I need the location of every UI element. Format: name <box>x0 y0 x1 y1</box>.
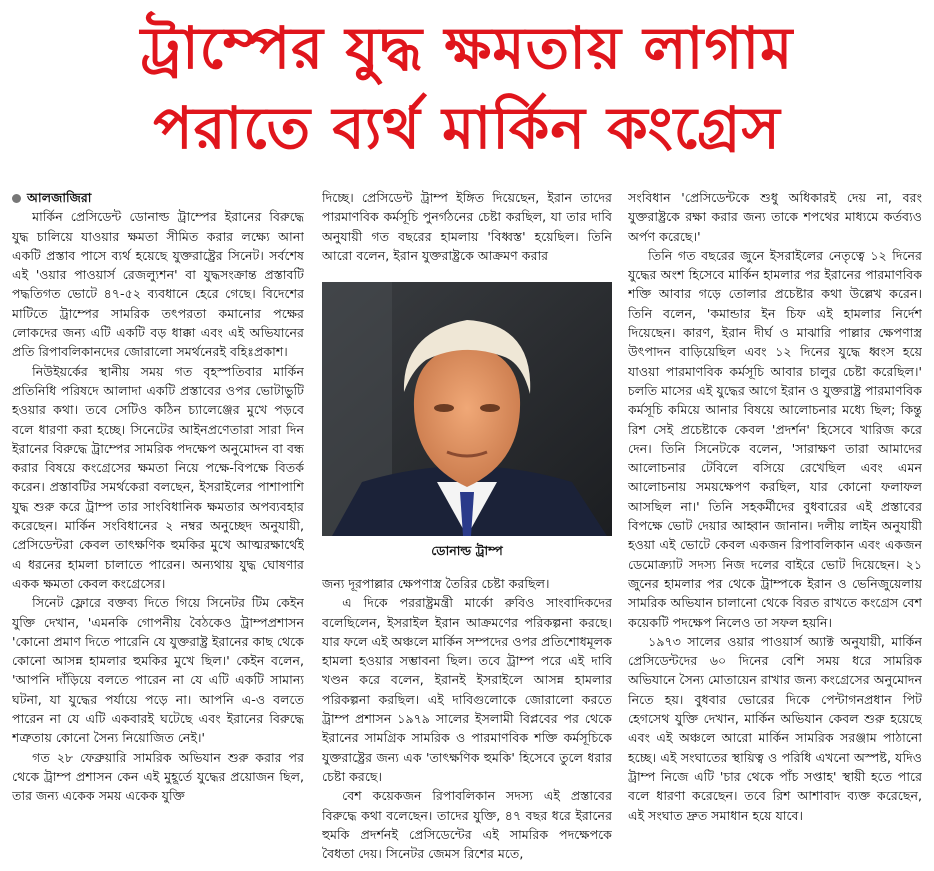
paragraph: দিচ্ছে। প্রেসিডেন্ট ট্রাম্প ইঙ্গিত দিয়েছেন, ইরান তাদের পারমাণবিক কর্মসূচি পুনর্গঠনের চেষ্টা করছিল, যা তার দাবি অনুযায়ী গত বছরের হামলায় 'বিধ্বস্ত' হয়েছিল। তিনি আরো বলেন, ইরান যুক্তরাষ্ট্রকে আক্রমণ করার <box>322 190 612 263</box>
article-column-3 <box>628 188 922 866</box>
photo-caption: ডোনাল্ড ট্রাম্প <box>431 543 503 558</box>
portrait-image <box>322 282 612 536</box>
trump-photo <box>322 282 612 536</box>
paragraph: তিনি গত বছরের জুনে ইসরাইলের নেতৃত্বে ১২ দিনের যুদ্ধের অংশ হিসেবে মার্কিন হামলার পর ইরানের পারমাণবিক শক্তি আবার গড়ে তোলার প্রচেষ্টার কথা উল্লেখ করেন। তিনি বলেন, 'কমান্ডার ইন চিফ এই হামলার নির্দেশ দিয়েছেন। কারণ, ইরান দীর্ঘ ও মাঝারি পাল্লার ক্ষেপণাস্ত্র উৎপাদন বাড়িয়েছিল এবং ১২ দিনের যুদ্ধে ধ্বংস হয়ে যাওয়া পারমাণবিক কর্মসূচি আবার চালুর চেষ্টা করেছিল।' চলতি মাসের এই যুদ্ধের আগে ইরান ও যুক্তরাষ্ট্র পারমাণবিক কর্মসূচি কমিয়ে আনার বিষয়ে আলোচনার মধ্যে ছিল; কিন্তু রিশ সেই প্রচেষ্টাকে কেবল 'প্রদর্শন' হিসেবে খারিজ করে দেন। তিনি সিনেটকে বলেন, 'সারাক্ষণ তারা আমাদের আলোচনার টেবিলে বসিয়ে রেখেছিল এবং এমন আলোচনায় সময়ক্ষেপণ করছিল, যার কোনো ফলাফল আসছিল না।' তিনি সহকর্মীদের বুধবারের এই প্রস্তাবের বিপক্ষে ভোট দেয়ার আহ্বান জানান। দলীয় লাইন অনুযায়ী হওয়া এই ভোটে কেবল একজন রিপাবলিকান এবং একজন ডেমোক্র্যাট সদস্য নিজ দলের বাইরে ভোট দিয়েছেন। ২১ জুনের হামলার পর থেকে ট্রাম্পকে ইরান ও ভেনিজুয়েলায় সামরিক অভিযান চালানো থেকে বিরত রাখতে কংগ্রেস বেশ কয়েকটি পদক্ষেপ নিলেও তা সফল হয়নি। <box>628 247 922 630</box>
article-column-2-bottom <box>322 574 612 866</box>
paragraph: সিনেট ফ্লোরে বক্তব্য দিতে গিয়ে সিনেটর টিম কেইন যুক্তি দেখান, 'এমনকি গোপনীয় বৈঠকেও ট্রাম্পপ্রশাসন 'কোনো প্রমাণ দিতে পারেনি যে যুক্তরাষ্ট্র ইরানের কাছ থেকে কোনো আসন্ন হামলার হুমকির মুখে ছিল।' কেইন বলেন, 'আপনি দাঁড়িয়ে বলতে পারেন না যে এটি একটি সামান্য ঘটনা, যা যুদ্ধের পর্যায়ে পড়ে না। আপনি এ-ও বলতে পারেন না যে এটি একবারই ঘটেছে এবং ইরানের বিরুদ্ধে শত্রুতায় কোনো সৈন্য নিয়োজিত নেই।' <box>12 595 304 746</box>
paragraph: এ দিকে পররাষ্ট্রমন্ত্রী মার্কো রুবিও সাংবাদিকদের বলেছিলেন, ইসরাইল ইরান আক্রমণের পরিকল্পনা করছে। যার ফলে এই অঞ্চলে মার্কিন সম্পদের ওপর প্রতিশোধমূলক হামলা হওয়ার সম্ভাবনা ছিল। তবে ট্রাম্প পরে এই দাবি খণ্ডন করে বলেন, ইরানই ইসরাইলে আসন্ন হামলার পরিকল্পনা করছিল। এই দাবিগুলোকে জোরালো করতে ট্রাম্প প্রশাসন ১৯৭৯ সালের ইসলামী বিপ্লবের পর থেকে ইরানের সামগ্রিক সামরিক ও পারমাণবিক শক্তি কর্মসূচিকে যুক্তরাষ্ট্রের জন্য এক 'তাৎক্ষণিক হুমকি' হিসেবে তুলে ধরার চেষ্টা করছে। <box>322 595 612 784</box>
paragraph: সংবিধান 'প্রেসিডেন্টকে শুধু অধিকারই দেয় না, বরং যুক্তরাষ্ট্রকে রক্ষা করার জন্য তাকে শপথের মাধ্যমে কর্তব্যও অর্পণ করেছে।' <box>628 190 922 244</box>
article-column-2-top <box>322 188 612 272</box>
headline-line-1: ট্রাম্পের যুদ্ধ ক্ষমতায় লাগাম <box>140 14 794 82</box>
headline <box>0 8 934 176</box>
headline-line-2: পরাতে ব্যর্থ মার্কিন কংগ্রেস <box>153 94 781 162</box>
paragraph: গত ২৮ ফেব্রুয়ারি সামরিক অভিযান শুরু করার পর থেকে ট্রাম্প প্রশাসন কেন এই মুহূর্তে যুদ্ধের প্রয়োজন ছিল, তার জন্য একেক সময় একেক যুক্তি <box>12 749 304 804</box>
byline <box>12 188 304 207</box>
bullet-icon <box>12 194 21 203</box>
article-column-1 <box>12 188 304 866</box>
paragraph: মার্কিন প্রেসিডেন্ট ডোনাল্ড ট্রাম্পের ইরানের বিরুদ্ধে যুদ্ধ চালিয়ে যাওয়ার ক্ষমতা সীমিত করার লক্ষ্যে আনা একটি প্রস্তাব পাসে ব্যর্থ হয়েছে যুক্তরাষ্ট্রের সিনেট। সর্বশেষ এই 'ওয়ার পাওয়ার্স রেজল্যুশন' বা যুদ্ধসংক্রান্ত প্রস্তাবটি পদ্ধতিগত ভোটে ৪৭-৫২ ব্যবধানে হেরে গেছে। বিদেশের মাটিতে ট্রাম্পের সামরিক তৎপরতা কমানোর পক্ষের লোকদের জন্য এটি একটি বড় ধাক্কা এবং এই অভিযানের প্রতি রিপাবলিকানদের জোরালো সমর্থনেরই বহিঃপ্রকাশ। <box>12 209 304 360</box>
byline-source: আলজাজিরা <box>27 190 92 205</box>
paragraph: নিউইয়র্কের স্থানীয় সময় গত বৃহস্পতিবার মার্কিন প্রতিনিধি পরিষদে আলাদা একটি প্রস্তাবের ওপর ভোটাভুটি হওয়ার কথা। তবে সেটিও কঠিন চ্যালেঞ্জের মুখে পড়বে বলে ধারণা করা হচ্ছে। সিনেটের আইনপ্রণেতারা সারা দিন ইরানের বিরুদ্ধে ট্রাম্পের সামরিক পদক্ষেপ অনুমোদন বা বন্ধ করার বিষয়ে কংগ্রেসের ক্ষমতা নিয়ে পক্ষে-বিপক্ষে বিতর্ক করেন। প্রস্তাবটির সমর্থকেরা বলছেন, ইসরাইলের পাশাপাশি যুদ্ধ শুরু করে ট্রাম্প তার সাংবিধানিক ক্ষমতার অপব্যবহার করেছেন। মার্কিন সংবিধানের ২ নম্বর অনুচ্ছেদ অনুযায়ী, প্রেসিডেন্টরা কেবল তাৎক্ষণিক হুমকির মুখে আত্মরক্ষার্থেই এ ধরনের হামলা চালাতে পারেন। অন্যথায় যুদ্ধ ঘোষণার একক ক্ষমতা কেবল কংগ্রেসের। <box>12 363 304 591</box>
paragraph: জন্য দূরপাল্লার ক্ষেপণাস্ত্র তৈরির চেষ্টা করছিল। <box>322 576 550 591</box>
paragraph: বেশ কয়েকজন রিপাবলিকান সদস্য এই প্রস্তাবের বিরুদ্ধে কথা বলেছেন। তাদের যুক্তি, ৪৭ বছর ধরে ইরানের হুমকি প্রদর্শনই প্রেসিডেন্টের এই সামরিক পদক্ষেপকে বৈধতা দেয়। সিনেটর জেমস রিশের মতে, <box>322 788 612 862</box>
paragraph: ১৯৭৩ সালের ওয়ার পাওয়ার্স অ্যাক্ট অনুযায়ী, মার্কিন প্রেসিডেন্টদের ৬০ দিনের বেশি সময় ধরে সামরিক অভিযানে সৈন্য মোতায়েন রাখার জন্য কংগ্রেসের অনুমোদন নিতে হয়। বুধবার ভোরের দিকে পেন্টাগনপ্রধান পিট হেগসেথ যুক্তি দেখান, মার্কিন অভিযান কেবল শুরু হয়েছে এবং এই অঞ্চলে আরো মার্কিন সামরিক সরঞ্জাম পাঠানো হচ্ছে। এই সংঘাতের স্থায়িত্ব ও পরিধি এখনো অস্পষ্ট, যদিও ট্রাম্প নিজে এটি 'চার থেকে পাঁচ সপ্তাহ' স্থায়ী হতে পারে বলে ধারণা করেছেন। তবে রিশ আশাবাদ ব্যক্ত করেছেন, এই সংঘাত দ্রুত সমাধান হয়ে যাবে। <box>628 633 922 823</box>
